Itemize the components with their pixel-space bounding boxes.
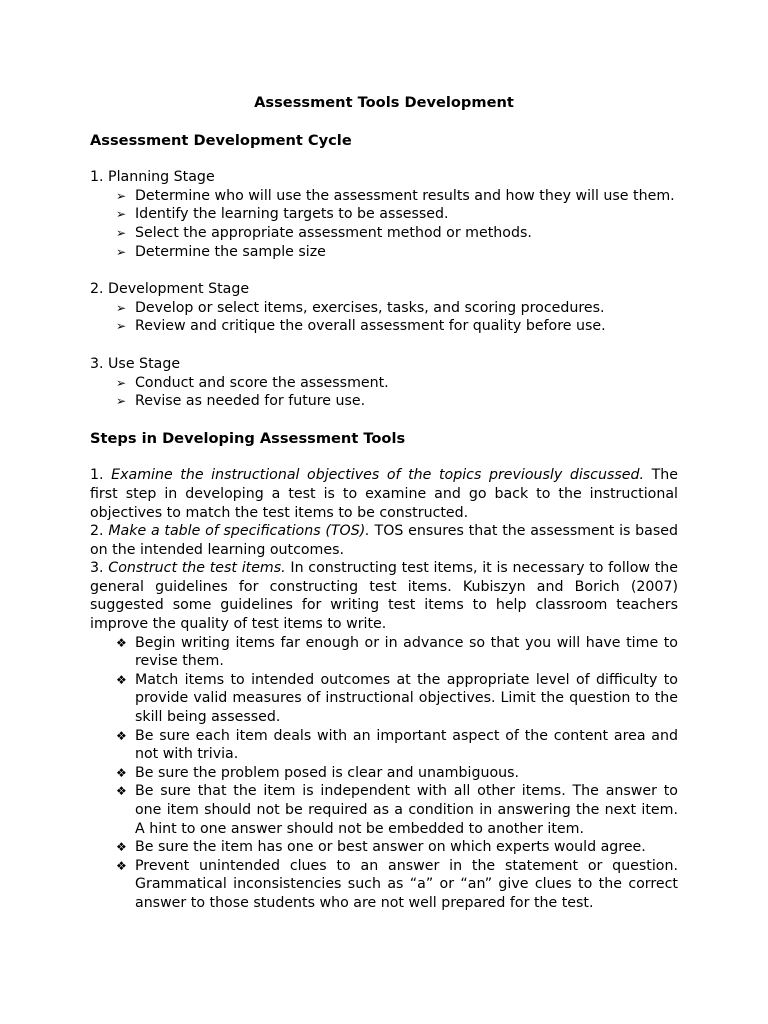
list-item: ➢ Determine who will use the assessment results and how they will use them.	[116, 187, 675, 204]
stage-items	[90, 299, 678, 336]
list-item: ➢ Review and critique the overall assessment for quality before use.	[116, 318, 606, 335]
list-item: ➢ Conduct and score the assessment.	[116, 374, 389, 391]
step-item: 2. Make a table of specifications (TOS). TOS ensures that the assessment is based on the intended learning outcomes.	[90, 523, 679, 558]
stage-items	[90, 187, 678, 261]
list-item: ➢ Identify the learning targets to be assessed.	[116, 206, 449, 223]
planning-stage	[90, 168, 678, 261]
arrowhead-bullet-icon: ➢	[116, 319, 127, 334]
list-item: ➢ Select the appropriate assessment method or methods.	[116, 224, 532, 241]
development-stage	[90, 280, 678, 336]
step-item: 3. Construct the test items. In constructing test items, it is necessary to follow the general guidelines for constructing test items. Kubiszyn and Borich (2007) suggested some guidelines for writing test items to help classroom teachers improve the quality of test items to write.	[90, 560, 679, 633]
list-item: ❖ Be sure each item deals with an important aspect of the content area and not with trivia.	[116, 727, 678, 763]
arrowhead-bullet-icon: ➢	[116, 225, 127, 240]
list-item: ❖ Begin writing items far enough or in advance so that you will have time to revise them.	[116, 634, 678, 670]
stage-label: 2. Development Stage	[90, 281, 250, 298]
list-item: ❖ Be sure the item has one or best answer on which experts would agree.	[116, 839, 646, 856]
diamond-bullet-icon: ❖	[116, 728, 127, 743]
list-item: ❖ Prevent unintended clues to an answer in the statement or question. Grammatical inconsistencies such as “a” or “an” give clues to the correct answer to those students who are not well prepared for the test.	[116, 857, 678, 911]
steps-list	[90, 466, 678, 633]
use-stage	[90, 355, 678, 411]
stage-label: 1. Planning Stage	[90, 169, 215, 186]
diamond-bullet-icon: ❖	[116, 840, 127, 855]
guidelines-list	[90, 634, 678, 913]
arrowhead-bullet-icon: ➢	[116, 207, 127, 222]
diamond-bullet-icon: ❖	[116, 784, 127, 799]
list-item: ❖ Be sure that the item is independent with all other items. The answer to one item should not be required as a condition in answering the next item. A hint to one answer should not be embedded to another item.	[116, 783, 678, 837]
arrowhead-bullet-icon: ➢	[116, 300, 127, 315]
diamond-bullet-icon: ❖	[116, 765, 127, 780]
list-item: ❖ Match items to intended outcomes at the appropriate level of difficulty to provide valid measures of instructional objectives. Limit the question to the skill being assessed.	[116, 671, 678, 726]
diamond-bullet-icon: ❖	[116, 635, 127, 650]
steps-heading: Steps in Developing Assessment Tools	[90, 429, 406, 447]
list-item: ➢ Revise as needed for future use.	[116, 393, 366, 410]
step-emphasis: Examine the instructional objectives of the topics previously discussed.	[111, 467, 644, 484]
stage-items	[90, 374, 678, 411]
document-title: Assessment Tools Development	[254, 94, 514, 111]
arrowhead-bullet-icon: ➢	[116, 244, 127, 259]
list-item: ❖ Be sure the problem posed is clear and unambiguous.	[116, 764, 520, 781]
step-emphasis: Construct the test items.	[108, 560, 286, 577]
arrowhead-bullet-icon: ➢	[116, 188, 127, 203]
diamond-bullet-icon: ❖	[116, 672, 127, 687]
stage-label: 3. Use Stage	[90, 355, 181, 372]
list-item: ➢ Develop or select items, exercises, tasks, and scoring procedures.	[116, 299, 605, 316]
step-item: 1. Examine the instructional objectives of the topics previously discussed. The first step in developing a test is to examine and go back to the instructional objectives to match the test items to be constructed.	[90, 467, 678, 521]
arrowhead-bullet-icon: ➢	[116, 394, 127, 409]
step-emphasis: Make a table of specifications (TOS).	[108, 523, 370, 540]
diamond-bullet-icon: ❖	[116, 858, 127, 873]
list-item: ➢ Determine the sample size	[116, 243, 326, 260]
cycle-heading: Assessment Development Cycle	[90, 131, 352, 149]
arrowhead-bullet-icon: ➢	[116, 375, 127, 390]
